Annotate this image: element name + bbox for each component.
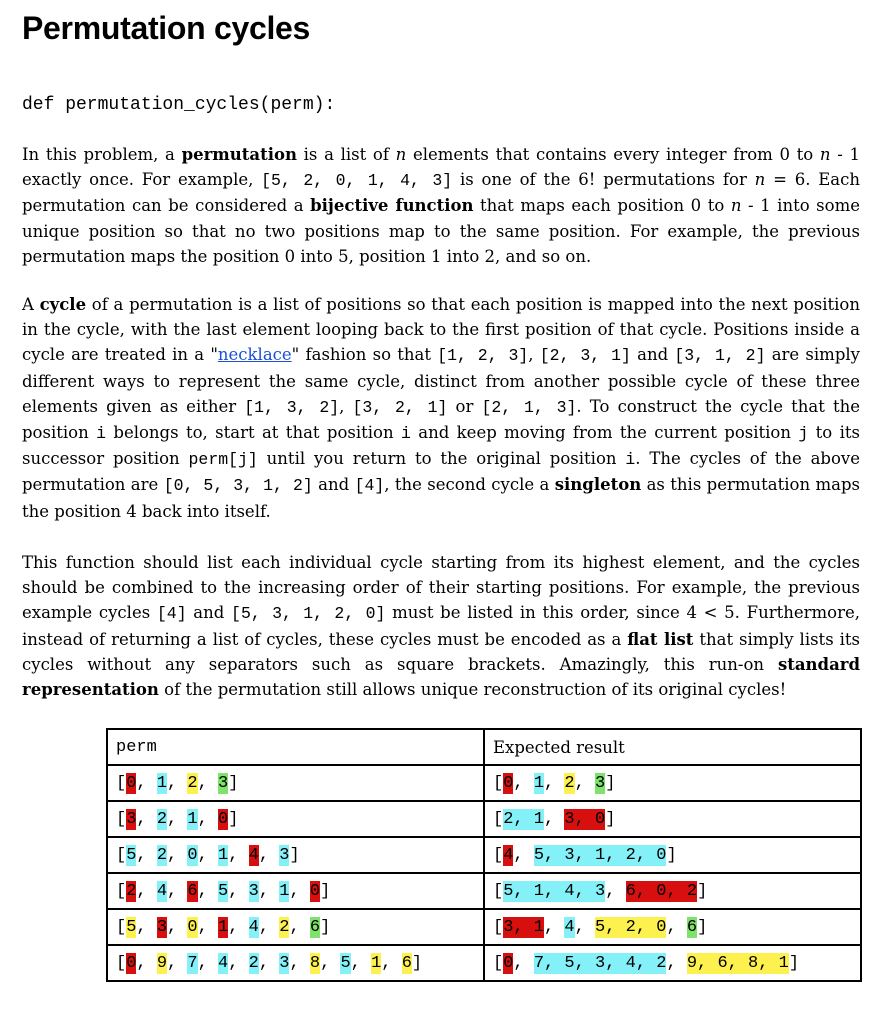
inline-code: j: [798, 424, 809, 444]
list-punctuation: ]: [320, 917, 331, 937]
table-row: [107, 945, 861, 981]
list-punctuation: ,: [544, 773, 565, 793]
list-punctuation: ,: [136, 953, 157, 973]
highlighted-value: 0: [187, 917, 198, 937]
inline-code: [4]: [354, 476, 385, 496]
list-punctuation: ,: [258, 881, 280, 901]
highlighted-value: 5: [218, 881, 229, 901]
highlighted-value: 5: [126, 845, 137, 865]
highlighted-value: 3: [156, 917, 168, 937]
text-run: belongs to, start at that position: [106, 423, 401, 443]
highlighted-value: 0: [503, 953, 514, 973]
list-punctuation: [: [493, 773, 504, 793]
text-run: that simply lists its cycles without any separators such as square brackets. Amazingly, this run-on: [22, 629, 860, 674]
list-punctuation: ,: [605, 881, 626, 901]
text-run: and: [630, 345, 675, 365]
necklace-link[interactable]: necklace: [217, 345, 292, 365]
text-run: or: [447, 396, 482, 416]
list-punctuation: ,: [258, 917, 280, 937]
highlighted-value: 3: [279, 953, 290, 973]
math-var: n: [754, 170, 766, 190]
expected-cell: [484, 909, 861, 945]
highlighted-value: 5: [340, 953, 351, 973]
highlighted-value: 5, 3, 1, 2, 0: [533, 845, 667, 865]
list-punctuation: ,: [513, 845, 534, 865]
inline-code: [3, 1, 2]: [674, 346, 766, 366]
highlighted-value: 0: [309, 881, 321, 901]
text-run: of the permutation still allows unique reconstruction of its original cycles!: [158, 680, 787, 700]
highlighted-value: 7: [187, 953, 198, 973]
table-header-row: [107, 729, 861, 765]
list-punctuation: ,: [228, 881, 249, 901]
list-punctuation: ,: [513, 953, 534, 973]
inline-code: [4]: [156, 604, 187, 624]
list-punctuation: ,: [197, 917, 219, 937]
list-punctuation: [: [493, 809, 504, 829]
list-punctuation: ,: [197, 953, 219, 973]
highlighted-value: 5, 2, 0: [595, 917, 667, 937]
bold-term: flat list: [627, 629, 694, 649]
text-run: = 6. Each permutation can be considered a: [22, 170, 860, 216]
list-punctuation: [: [116, 773, 127, 793]
text-run: is a list of: [296, 145, 396, 164]
page-title: Permutation cycles: [22, 10, 311, 46]
table-body: [107, 765, 861, 981]
highlighted-value: 6, 0, 2: [625, 881, 698, 901]
perm-cell: [107, 909, 484, 945]
list-punctuation: ,: [544, 917, 565, 937]
text-run: " fashion so that: [291, 345, 438, 365]
highlighted-value: 4: [248, 845, 259, 865]
highlighted-value: 1: [533, 773, 545, 793]
highlighted-value: 0: [126, 953, 137, 973]
highlighted-value: 3: [279, 845, 290, 865]
inline-code: perm[j]: [188, 450, 258, 470]
list-punctuation: ,: [136, 773, 157, 793]
inline-code: [3, 2, 1]: [352, 397, 448, 417]
inline-code: [1, 3, 2]: [244, 397, 340, 417]
text-run: elements that contains every integer from 0 to: [406, 145, 820, 164]
expected-cell: [484, 873, 861, 909]
highlighted-value: 3: [595, 773, 606, 793]
highlighted-value: 6: [187, 881, 198, 901]
list-punctuation: ,: [544, 809, 565, 829]
highlighted-value: 5, 1, 4, 3: [503, 881, 606, 901]
list-punctuation: ]: [411, 953, 423, 973]
perm-cell: [107, 801, 484, 837]
list-punctuation: ,: [136, 881, 157, 901]
list-punctuation: ,: [167, 953, 188, 973]
list-punctuation: ,: [197, 881, 219, 901]
list-punctuation: ,: [167, 773, 188, 793]
bold-term: permutation: [181, 145, 297, 164]
text-run: A: [22, 295, 40, 314]
list-punctuation: ,: [574, 917, 596, 937]
highlighted-value: 1: [156, 773, 168, 793]
bold-term: singleton: [554, 475, 642, 495]
text-run: to its successor position: [22, 423, 860, 469]
text-run: of a permutation is a list of positions so that each position is mapped into the next position in the cycle, with the last element looping back to the first position of that cycle. Positions inside a cycle are treated in a ": [22, 295, 860, 365]
list-punctuation: ,: [574, 773, 596, 793]
text-run: . To construct the cycle that the position: [22, 396, 860, 443]
perm-cell: [107, 873, 484, 909]
inline-code: [1, 2, 3]: [437, 346, 529, 366]
math-var: n: [730, 196, 742, 216]
expected-cell: [484, 801, 861, 837]
inline-code: i: [96, 424, 106, 444]
list-punctuation: ]: [697, 917, 708, 937]
highlighted-value: 1: [218, 917, 229, 937]
highlighted-value: 0: [503, 773, 514, 793]
list-punctuation: ,: [381, 953, 402, 973]
highlighted-value: 2: [279, 917, 290, 937]
list-punctuation: ,: [350, 953, 372, 973]
list-punctuation: [: [493, 881, 504, 901]
table-row: [107, 837, 861, 873]
highlighted-value: 3: [218, 773, 229, 793]
list-punctuation: ,: [289, 917, 310, 937]
highlighted-value: 4: [218, 953, 229, 973]
text-run: , the second cycle a: [384, 475, 555, 495]
inline-code: [2, 1, 3]: [481, 397, 577, 417]
list-punctuation: ,: [197, 809, 219, 829]
list-punctuation: ]: [289, 845, 300, 865]
text-run: must be listed in this order, since 4 < 5. Furthermore, instead of returning a list of cycles, these cycles must be encoded as a: [22, 603, 860, 649]
inline-code: [2, 3, 1]: [539, 346, 631, 366]
highlighted-value: 4: [156, 881, 168, 901]
text-run: This function should list each individual cycle starting from its highest element, and the cycles should be combined to the increasing order of their starting positions. For example, the previous example cycles: [22, 553, 860, 623]
list-punctuation: [: [116, 845, 127, 865]
table-row: [107, 765, 861, 801]
paragraph-cycle: [22, 292, 860, 524]
text-run: that maps each position 0 to: [473, 196, 731, 216]
list-punctuation: ,: [228, 953, 249, 973]
math-var: n: [819, 145, 831, 164]
highlighted-value: 3: [126, 809, 137, 829]
list-punctuation: ,: [228, 917, 249, 937]
expected-cell: [484, 945, 861, 981]
highlighted-value: 0: [187, 845, 198, 865]
highlighted-value: 4: [248, 917, 259, 937]
list-punctuation: ,: [136, 917, 157, 937]
highlighted-value: 6: [401, 953, 412, 973]
perm-cell: [107, 765, 484, 801]
highlighted-value: 0: [126, 773, 137, 793]
table-row: [107, 801, 861, 837]
inline-code: [0, 5, 3, 1, 2]: [163, 476, 313, 496]
list-punctuation: ,: [197, 773, 219, 793]
text-run: ,: [528, 345, 540, 365]
list-punctuation: ,: [666, 917, 687, 937]
inline-code: i: [401, 424, 411, 444]
list-punctuation: ,: [289, 953, 310, 973]
bold-term: standard representation: [22, 654, 860, 700]
text-run: and keep moving from the current position: [410, 423, 799, 443]
list-punctuation: ]: [228, 773, 239, 793]
perm-cell: [107, 837, 484, 873]
text-run: as this permutation maps the position 4 back into itself.: [22, 475, 860, 521]
list-punctuation: [: [116, 953, 127, 973]
list-punctuation: [: [116, 881, 127, 901]
list-punctuation: ,: [136, 809, 157, 829]
highlighted-value: 2: [248, 953, 259, 973]
text-run: and: [186, 603, 232, 623]
highlighted-value: 5: [126, 917, 137, 937]
list-punctuation: ]: [697, 881, 708, 901]
list-punctuation: ]: [320, 881, 331, 901]
header-expected-result: Expected result: [484, 729, 861, 765]
highlighted-value: 3, 1: [503, 917, 545, 937]
list-punctuation: [: [116, 809, 127, 829]
highlighted-value: 0: [218, 809, 229, 829]
highlighted-value: 6: [686, 917, 698, 937]
inline-code: [5, 2, 0, 1, 4, 3]: [261, 171, 453, 191]
list-punctuation: ,: [167, 917, 188, 937]
list-punctuation: ,: [289, 881, 310, 901]
inline-code: [5, 3, 1, 2, 0]: [231, 604, 386, 624]
highlighted-value: 7, 5, 3, 4, 2: [533, 953, 667, 973]
text-run: . The cycles of the above permutation are: [22, 449, 860, 495]
list-punctuation: [: [116, 917, 127, 937]
highlighted-value: 2: [156, 809, 168, 829]
bold-term: bijective function: [310, 196, 474, 216]
bold-term: cycle: [39, 295, 87, 314]
list-punctuation: [: [493, 845, 504, 865]
math-var: n: [395, 145, 407, 164]
list-punctuation: ,: [197, 845, 219, 865]
header-perm: perm: [107, 729, 484, 765]
text-run: is one of the 6! permutations for: [452, 170, 755, 190]
highlighted-value: 4: [503, 845, 514, 865]
text-run: until you return to the original position: [257, 449, 626, 469]
inline-code: i: [625, 450, 636, 470]
text-run: In this problem, a: [22, 145, 182, 164]
highlighted-value: 6: [309, 917, 321, 937]
text-run: - 1 into some unique position so that no two positions map to the same position. For example, the previous permutation maps the position 0 into 5, position 1 into 2, and so on.: [22, 196, 860, 266]
text-run: and: [312, 475, 355, 495]
list-punctuation: ,: [320, 953, 341, 973]
table-row: [107, 909, 861, 945]
highlighted-value: 1: [371, 953, 382, 973]
highlighted-value: 2: [564, 773, 575, 793]
list-punctuation: ,: [167, 881, 188, 901]
table-row: [107, 873, 861, 909]
list-punctuation: ,: [167, 809, 188, 829]
paragraph-standard-representation: [22, 550, 860, 702]
highlighted-value: 2, 1: [503, 809, 545, 829]
highlighted-value: 1: [279, 881, 290, 901]
list-punctuation: ,: [513, 773, 534, 793]
list-punctuation: ]: [788, 953, 800, 973]
highlighted-value: 3: [248, 881, 259, 901]
list-punctuation: ]: [605, 809, 616, 829]
highlighted-value: 9, 6, 8, 1: [686, 953, 789, 973]
highlighted-value: 4: [564, 917, 575, 937]
text-run: - 1 exactly once. For example,: [22, 145, 860, 190]
text-run: are simply different ways to represent the same cycle, distinct from another possible cycle of these three elements given as either: [22, 345, 860, 416]
list-punctuation: ,: [258, 845, 280, 865]
highlighted-value: 9: [156, 953, 168, 973]
list-punctuation: ,: [228, 845, 249, 865]
list-punctuation: [: [493, 917, 504, 937]
list-punctuation: ]: [228, 809, 239, 829]
highlighted-value: 2: [156, 845, 168, 865]
perm-cell: [107, 945, 484, 981]
highlighted-value: 8: [309, 953, 321, 973]
expected-cell: [484, 765, 861, 801]
list-punctuation: ,: [258, 953, 280, 973]
highlighted-value: 3, 0: [564, 809, 606, 829]
list-punctuation: ,: [167, 845, 188, 865]
expected-cell: [484, 837, 861, 873]
list-punctuation: ]: [666, 845, 677, 865]
highlighted-value: 1: [187, 809, 198, 829]
paragraph-permutation: [22, 142, 860, 269]
list-punctuation: ,: [666, 953, 687, 973]
list-punctuation: ,: [136, 845, 157, 865]
function-signature: def permutation_cycles(perm):: [22, 95, 336, 115]
highlighted-value: 2: [187, 773, 198, 793]
text-run: ,: [339, 396, 353, 416]
examples-table: [106, 728, 862, 982]
highlighted-value: 2: [126, 881, 137, 901]
list-punctuation: ]: [605, 773, 616, 793]
list-punctuation: [: [493, 953, 504, 973]
highlighted-value: 1: [218, 845, 229, 865]
